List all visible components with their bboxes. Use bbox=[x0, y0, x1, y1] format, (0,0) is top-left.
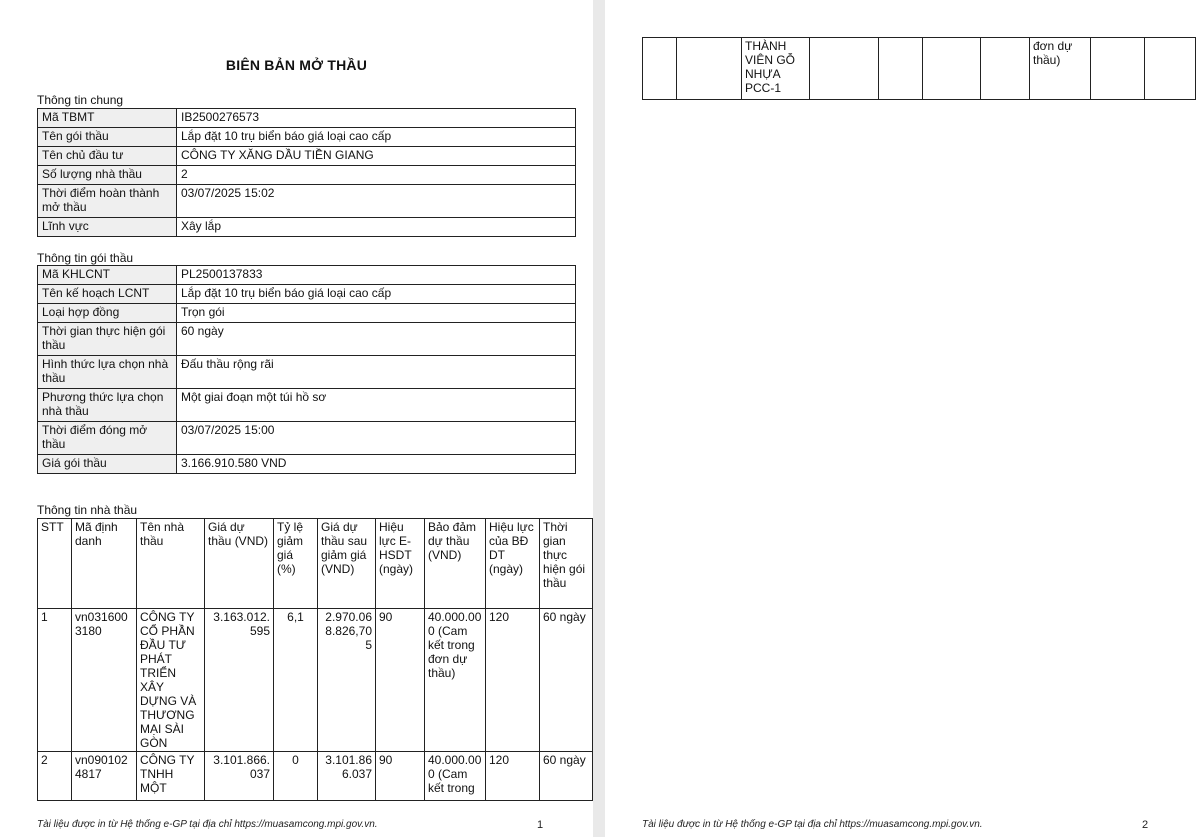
table-cell: 3.163.012.595 bbox=[205, 609, 274, 752]
table-cell: vn0901024817 bbox=[72, 752, 137, 801]
table-row bbox=[38, 109, 576, 128]
field-value: IB2500276573 bbox=[177, 109, 576, 128]
field-value: CÔNG TY XĂNG DẦU TIỀN GIANG bbox=[177, 147, 576, 166]
table-row bbox=[38, 422, 576, 455]
table-cell bbox=[1145, 38, 1196, 100]
table-row bbox=[38, 147, 576, 166]
column-header: STT bbox=[38, 519, 72, 609]
table-cell: đơn dự thầu) bbox=[1030, 38, 1091, 100]
column-header: Giá dự thầu sau giảm giá (VND) bbox=[318, 519, 376, 609]
table-row bbox=[38, 285, 576, 304]
table-cell: vn0316003180 bbox=[72, 609, 137, 752]
table-row bbox=[643, 38, 1196, 100]
column-header: Thời gian thực hiện gói thầu bbox=[540, 519, 593, 609]
table-cell: 40.000.000 (Cam kết trong đơn dự thầu) bbox=[425, 609, 486, 752]
table-row bbox=[38, 752, 593, 801]
column-header: Bảo đảm dự thầu (VND) bbox=[425, 519, 486, 609]
field-label: Số lượng nhà thầu bbox=[38, 166, 177, 185]
field-label: Tên gói thầu bbox=[38, 128, 177, 147]
table-cell: THÀNH VIÊN GỖ NHỰA PCC-1 bbox=[742, 38, 810, 100]
table-cell: 90 bbox=[376, 609, 425, 752]
page-number: 2 bbox=[1142, 819, 1149, 831]
table-cell: 2 bbox=[38, 752, 72, 801]
bidder-table-header bbox=[38, 519, 593, 609]
field-value: Trọn gói bbox=[177, 304, 576, 323]
field-label: Thời gian thực hiện gói thầu bbox=[38, 323, 177, 356]
table-cell bbox=[879, 38, 923, 100]
field-label: Tên chủ đầu tư bbox=[38, 147, 177, 166]
table-cell bbox=[981, 38, 1030, 100]
field-value: 3.166.910.580 VND bbox=[177, 455, 576, 474]
field-label: Thời điểm hoàn thành mở thầu bbox=[38, 185, 177, 218]
package-info-label: Thông tin gói thầu bbox=[37, 251, 134, 265]
table-cell: CÔNG TY CỔ PHẦN ĐẦU TƯ PHÁT TRIỂN XÂY DỰNG VÀ THƯƠNG MẠI SÀI GÒN bbox=[137, 609, 205, 752]
field-value: 60 ngày bbox=[177, 323, 576, 356]
field-label: Giá gói thầu bbox=[38, 455, 177, 474]
bidder-info-label: Thông tin nhà thầu bbox=[37, 503, 138, 517]
table-row bbox=[38, 266, 576, 285]
table-row bbox=[38, 185, 576, 218]
column-header: Tên nhà thầu bbox=[137, 519, 205, 609]
field-label: Phương thức lựa chọn nhà thầu bbox=[38, 389, 177, 422]
field-value: Lắp đặt 10 trụ biển báo giá loại cao cấp bbox=[177, 128, 576, 147]
column-header: Giá dự thầu (VND) bbox=[205, 519, 274, 609]
field-label: Mã KHLCNT bbox=[38, 266, 177, 285]
column-header: Mã định danh bbox=[72, 519, 137, 609]
table-cell: CÔNG TY TNHH MỘT bbox=[137, 752, 205, 801]
table-cell bbox=[677, 38, 742, 100]
page-number: 1 bbox=[537, 819, 544, 831]
table-row bbox=[38, 128, 576, 147]
table-cell: 2.970.068.826,705 bbox=[318, 609, 376, 752]
document-page-2 bbox=[605, 0, 1200, 837]
table-cell bbox=[810, 38, 879, 100]
field-value: 2 bbox=[177, 166, 576, 185]
footer-text: Tài liệu được in từ Hệ thống e-GP tại địa chỉ https://muasamcong.mpi.gov.vn. bbox=[642, 819, 983, 830]
field-value: PL2500137833 bbox=[177, 266, 576, 285]
field-value: 03/07/2025 15:00 bbox=[177, 422, 576, 455]
table-row bbox=[38, 356, 576, 389]
bidder-table-continuation bbox=[642, 37, 1196, 100]
field-value: Một giai đoạn một túi hồ sơ bbox=[177, 389, 576, 422]
table-row bbox=[38, 455, 576, 474]
field-label: Hình thức lựa chọn nhà thầu bbox=[38, 356, 177, 389]
bidder-info-table bbox=[37, 518, 593, 801]
column-header: Hiệu lực của BĐ DT (ngày) bbox=[486, 519, 540, 609]
field-label: Thời điểm đóng mở thầu bbox=[38, 422, 177, 455]
document-title: BIÊN BẢN MỞ THẦU bbox=[225, 57, 368, 73]
table-cell: 6,1 bbox=[274, 609, 318, 752]
table-cell: 3.101.866.037 bbox=[205, 752, 274, 801]
table-row bbox=[38, 166, 576, 185]
table-row bbox=[38, 304, 576, 323]
field-label: Lĩnh vực bbox=[38, 218, 177, 237]
table-cell: 120 bbox=[486, 609, 540, 752]
field-label: Mã TBMT bbox=[38, 109, 177, 128]
column-header: Tỷ lệ giảm giá (%) bbox=[274, 519, 318, 609]
table-cell: 40.000.000 (Cam kết trong bbox=[425, 752, 486, 801]
table-cell bbox=[923, 38, 981, 100]
field-value: Đấu thầu rộng rãi bbox=[177, 356, 576, 389]
table-cell: 3.101.866.037 bbox=[318, 752, 376, 801]
general-info-table bbox=[37, 108, 576, 237]
table-cell bbox=[643, 38, 677, 100]
field-value: 03/07/2025 15:02 bbox=[177, 185, 576, 218]
table-cell: 60 ngày bbox=[540, 752, 593, 801]
table-cell: 60 ngày bbox=[540, 609, 593, 752]
document-page-1 bbox=[0, 0, 593, 837]
footer-text: Tài liệu được in từ Hệ thống e-GP tại địa chỉ https://muasamcong.mpi.gov.vn. bbox=[37, 819, 378, 830]
table-row bbox=[38, 389, 576, 422]
general-info-label: Thông tin chung bbox=[37, 93, 124, 107]
table-cell: 120 bbox=[486, 752, 540, 801]
package-info-table bbox=[37, 265, 576, 474]
field-value: Lắp đặt 10 trụ biển báo giá loại cao cấp bbox=[177, 285, 576, 304]
field-label: Loại hợp đồng bbox=[38, 304, 177, 323]
column-header: Hiệu lực E-HSDT (ngày) bbox=[376, 519, 425, 609]
table-row bbox=[38, 323, 576, 356]
table-cell bbox=[1091, 38, 1145, 100]
table-cell: 90 bbox=[376, 752, 425, 801]
table-row bbox=[38, 218, 576, 237]
field-value: Xây lắp bbox=[177, 218, 576, 237]
table-cell: 0 bbox=[274, 752, 318, 801]
table-row bbox=[38, 609, 593, 752]
field-label: Tên kế hoạch LCNT bbox=[38, 285, 177, 304]
table-cell: 1 bbox=[38, 609, 72, 752]
